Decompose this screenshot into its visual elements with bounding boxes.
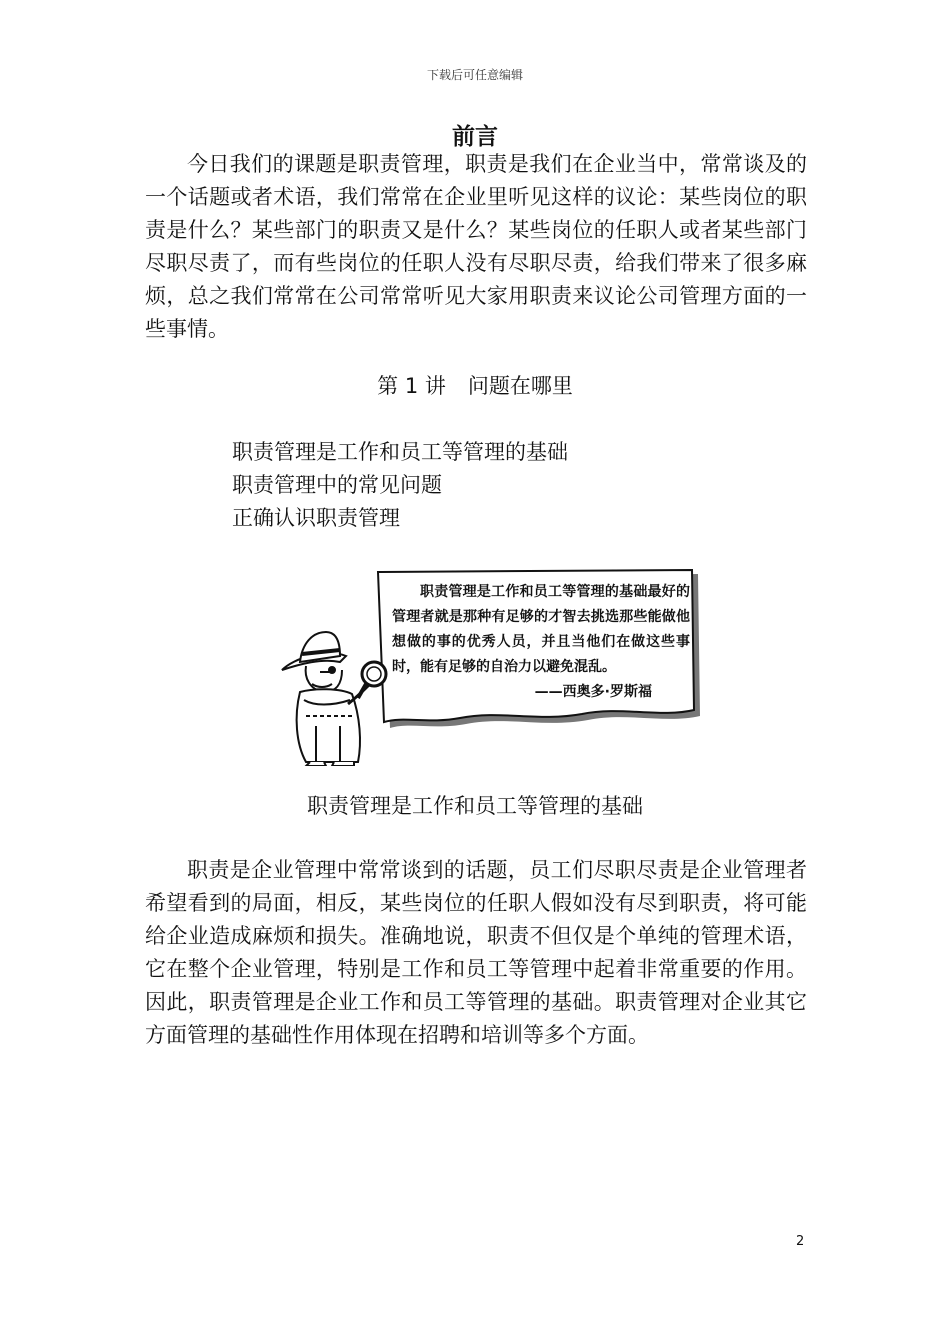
lecture-title: 问题在哪里 — [467, 374, 573, 398]
intro-paragraph: 今日我们的课题是职责管理，职责是我们在企业当中，常常谈及的一个话题或者术语，我们常常在企业里听见这样的议论：某些岗位的职责是什么？某些部门的职责又是什么？某些岗位的任职人或者某些部门尽职尽责了，而有些岗位的任职人没有尽职尽责，给我们带来了很多麻烦，总之我们常常在公司常常听见大家用职责来议论公司管理方面的一些事情。 — [145, 152, 807, 341]
section-caption: 职责管理是工作和员工等管理的基础 — [307, 794, 643, 818]
header-note: 下载后可任意编辑 — [426, 68, 523, 82]
topic-item: 职责管理是工作和员工等管理的基础 — [232, 440, 568, 464]
page-number: 2 — [796, 1234, 805, 1249]
page-title: 前言 — [452, 124, 498, 150]
quote-text: 职责管理是工作和员工等管理的基础最好的管理者就是那种有足够的才智去挑选那些能做他想做的事的优秀人员，并且当他们在做这些事时，能有足够的自治力以避免混乱。 — [392, 584, 690, 675]
topic-item: 正确认识职责管理 — [232, 506, 400, 530]
quote-author: ——西奥多·罗斯福 — [534, 684, 652, 700]
lecture-number: 第 1 讲 — [377, 374, 446, 398]
body-paragraph: 职责是企业管理中常常谈到的话题，员工们尽职尽责是企业管理者希望看到的局面，相反，某些岗位的任职人假如没有尽到职责，将可能给企业造成麻烦和损失。准确地说，职责不但仅是个单纯的管理术语，它在整个企业管理，特别是工作和员工等管理中起着非常重要的作用。因此，职责管理是企业工作和员工等管理的基础。职责管理对企业其它方面管理的基础性作用体现在招聘和培训等多个方面。 — [145, 858, 807, 1047]
quote-block — [392, 580, 690, 705]
topic-item: 职责管理中的常见问题 — [232, 473, 442, 497]
lecture-heading — [0, 370, 950, 400]
topic-list — [232, 436, 568, 535]
detective-figure-icon — [282, 632, 386, 766]
